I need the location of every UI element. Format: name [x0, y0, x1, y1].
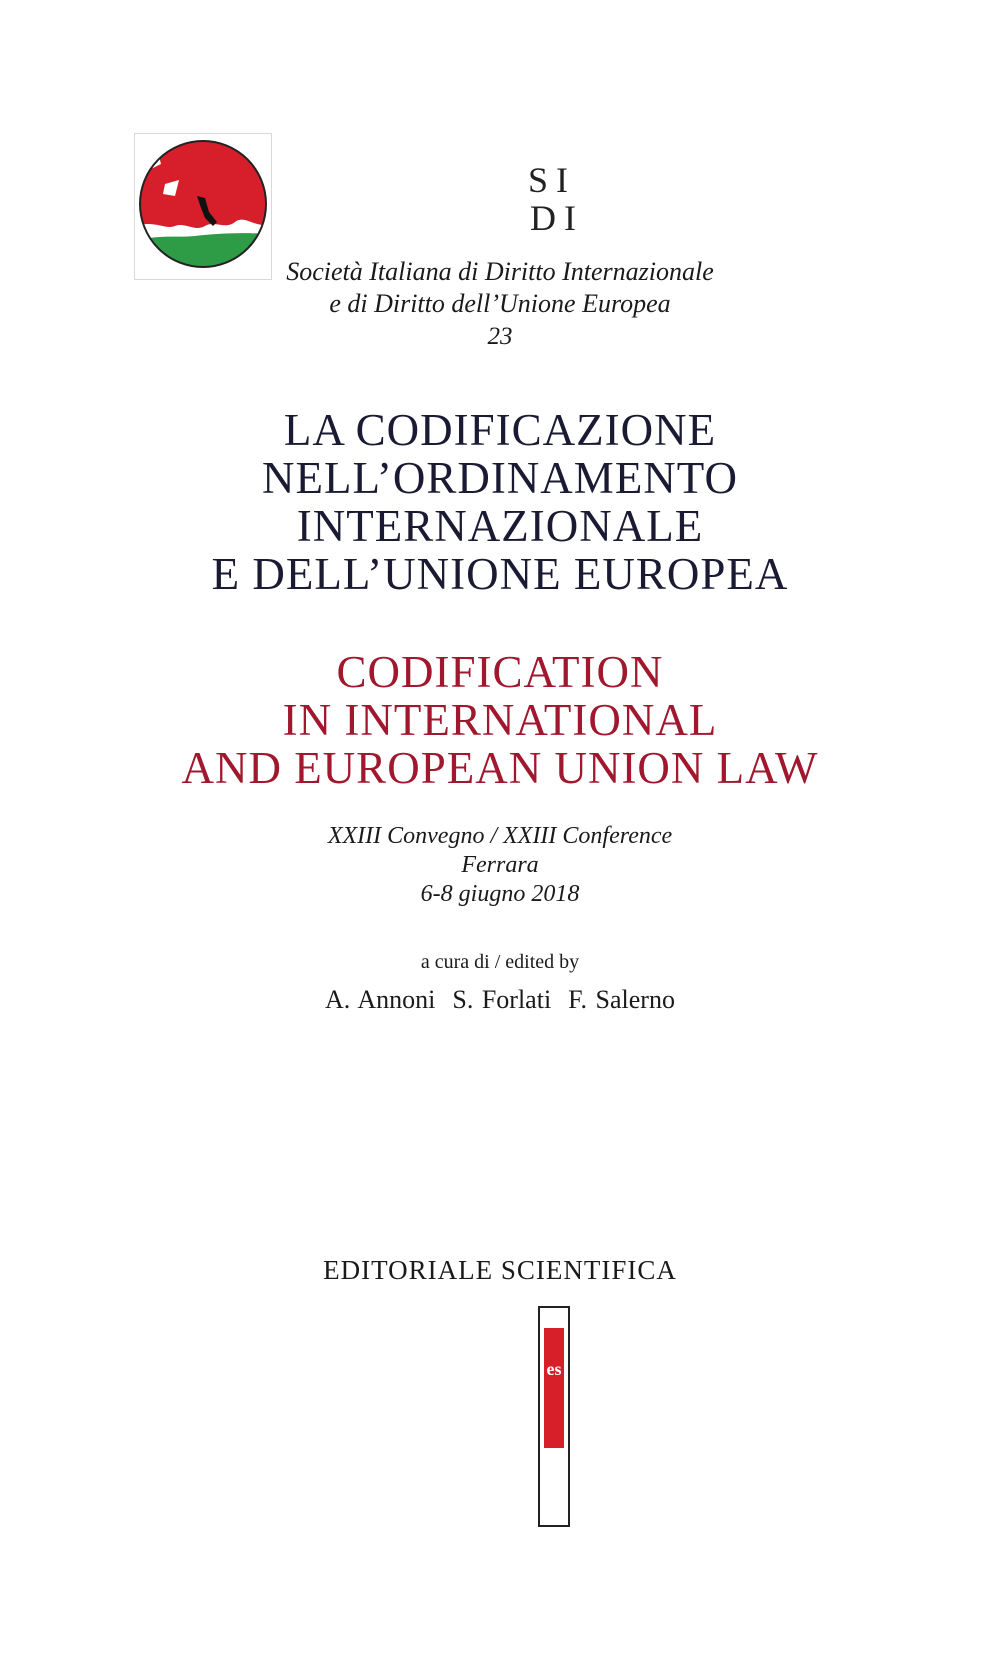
- publisher-mark-text: es: [546, 1359, 562, 1379]
- conference-info: [0, 822, 1000, 909]
- publisher-mark-band: [544, 1328, 564, 1448]
- svg-text:S: S: [528, 160, 549, 200]
- edited-by-label: a cura di / edited by: [420, 951, 580, 973]
- title-english-line: CODIFICATION: [336, 647, 664, 697]
- society-name-line2: e di Diritto dell’Unione Europea: [329, 289, 671, 318]
- title-italian-line: E DELL’UNIONE EUROPEA: [211, 549, 789, 599]
- society-name: [0, 256, 1000, 320]
- title-italian-line: LA CODIFICAZIONE: [283, 405, 717, 455]
- title-english-line: IN INTERNATIONAL: [282, 695, 718, 745]
- series-number: 23: [487, 323, 513, 350]
- editors-names: A. Annoni S. Forlati F. Salerno: [325, 985, 675, 1014]
- svg-text:I: I: [564, 198, 576, 238]
- conference-title: XXIII Convegno / XXIII Conference: [327, 823, 673, 849]
- title-english-line: AND EUROPEAN UNION LAW: [181, 743, 819, 793]
- conference-city: Ferrara: [461, 852, 539, 878]
- sidi-monogram: [524, 158, 594, 238]
- title-english: [0, 648, 1000, 792]
- svg-text:D: D: [530, 198, 556, 238]
- society-name-line1: Società Italiana di Diritto Internazionale: [286, 257, 714, 286]
- publisher-name: EDITORIALE SCIENTIFICA: [323, 1255, 677, 1285]
- sidi-monogram-icon: [524, 158, 594, 238]
- title-italian: [0, 406, 1000, 598]
- svg-text:I: I: [556, 160, 568, 200]
- conference-dates: 6-8 giugno 2018: [420, 881, 580, 907]
- title-italian-line: INTERNAZIONALE: [296, 501, 704, 551]
- es-publisher-mark-icon: [538, 1306, 570, 1527]
- title-italian-line: NELL’ORDINAMENTO: [262, 453, 738, 503]
